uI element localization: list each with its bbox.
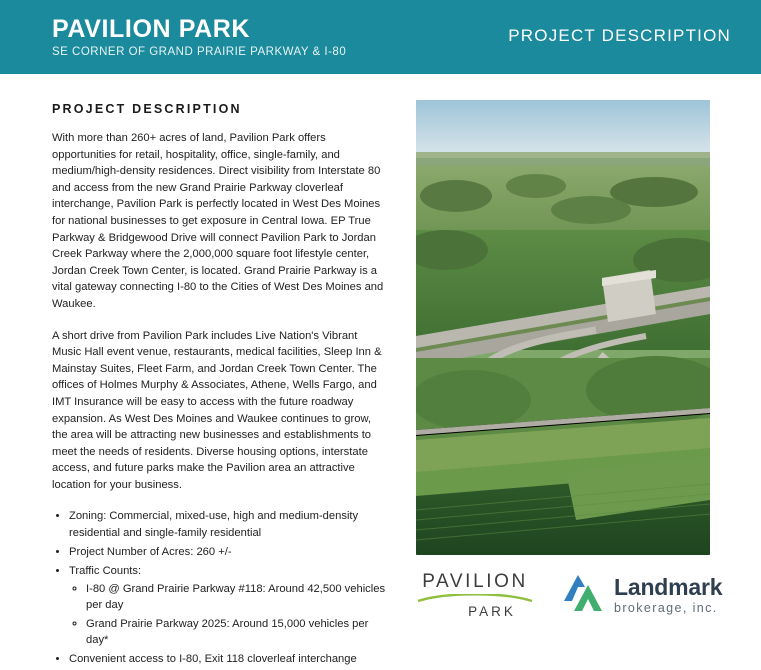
page-title: PAVILION PARK xyxy=(52,14,251,43)
pavilion-logo-top-text: PAVILION xyxy=(422,570,528,592)
pavilion-logo-swoosh-icon xyxy=(416,594,534,603)
section-heading: PROJECT DESCRIPTION xyxy=(52,102,242,116)
list-item xyxy=(86,616,388,648)
list-item-label: Grand Prairie Parkway 2025: Around 15,000 vehicles per day* xyxy=(86,617,369,646)
landmark-brokerage-logo xyxy=(560,571,722,620)
page-subtitle: SE CORNER OF GRAND PRAIRIE PARKWAY & I-80 xyxy=(52,46,347,59)
pavilion-park-logo xyxy=(416,572,534,619)
landmark-logo-top-text: Landmark xyxy=(614,573,723,600)
list-item-label: Convenient access to I-80, Exit 118 cloverleaf interchange xyxy=(69,653,357,666)
description-column xyxy=(52,102,388,670)
pavilion-logo-bottom-text: PARK xyxy=(468,603,516,619)
page-header xyxy=(0,0,761,74)
list-item xyxy=(86,581,388,613)
header-section-label: PROJECT DESCRIPTION xyxy=(508,26,731,45)
logo-row xyxy=(416,564,723,626)
list-item xyxy=(69,544,388,560)
list-item-label: Traffic Counts: xyxy=(69,565,142,578)
list-item-label: I-80 @ Grand Prairie Parkway #118: Around 42,500 vehicles per day xyxy=(86,583,386,612)
landmark-logo-bottom-text: brokerage, inc. xyxy=(614,600,718,615)
list-item xyxy=(69,508,388,540)
list-item xyxy=(69,651,388,667)
aerial-photo-image xyxy=(416,100,710,555)
list-item xyxy=(69,563,388,648)
landmark-logo-text xyxy=(614,573,723,615)
list-item-label: Project Number of Acres: 260 +/- xyxy=(69,545,232,558)
traffic-counts-sublist xyxy=(69,581,388,648)
landmark-mark-icon xyxy=(560,571,606,620)
page-content xyxy=(0,74,761,666)
aerial-photo xyxy=(416,100,710,555)
paragraph-2: A short drive from Pavilion Park includes Live Nation's Vibrant Music Hall event venue, restaurants, medical facilities, Sleep Inn & Mainstay Suites, Fleet Farm, and Jordan Creek Town Center. The offices of Holmes Murphy & Associates, Athene, Wells Fargo, and IMT Insurance will be easy to access with the future roadway expansion. As West Des Moines and Waukee continues to grow, the area will be attracting new businesses and establishments to meet the needs of residents. Diverse housing options, interstate access, and future parks make the Pavilion area an attractive location for your business. xyxy=(52,329,382,491)
list-item-label: Zoning: Commercial, mixed-use, high and medium-density residential and single-family residential xyxy=(69,510,359,539)
header-left xyxy=(52,16,346,58)
paragraph-1: With more than 260+ acres of land, Pavilion Park offers opportunities for retail, hospitality, office, single-family, and medium/high-density residences. Direct visibility from Interstate 80 and access from the new Grand Prairie Parkway cloverleaf interchange, Pavilion Park is perfectly located in West Des Moines for national businesses to get exposure in Central Iowa. EP True Parkway & Bridgewood Drive will connect Pavilion Park to Jordan Creek Parkway where the 2,000,000 square foot lifestyle center, Jordan Creek Town Center, is located. Grand Prairie Parkway is a vital gateway connecting I-80 to the Cities of West Des Moines and Waukee. xyxy=(52,132,384,310)
